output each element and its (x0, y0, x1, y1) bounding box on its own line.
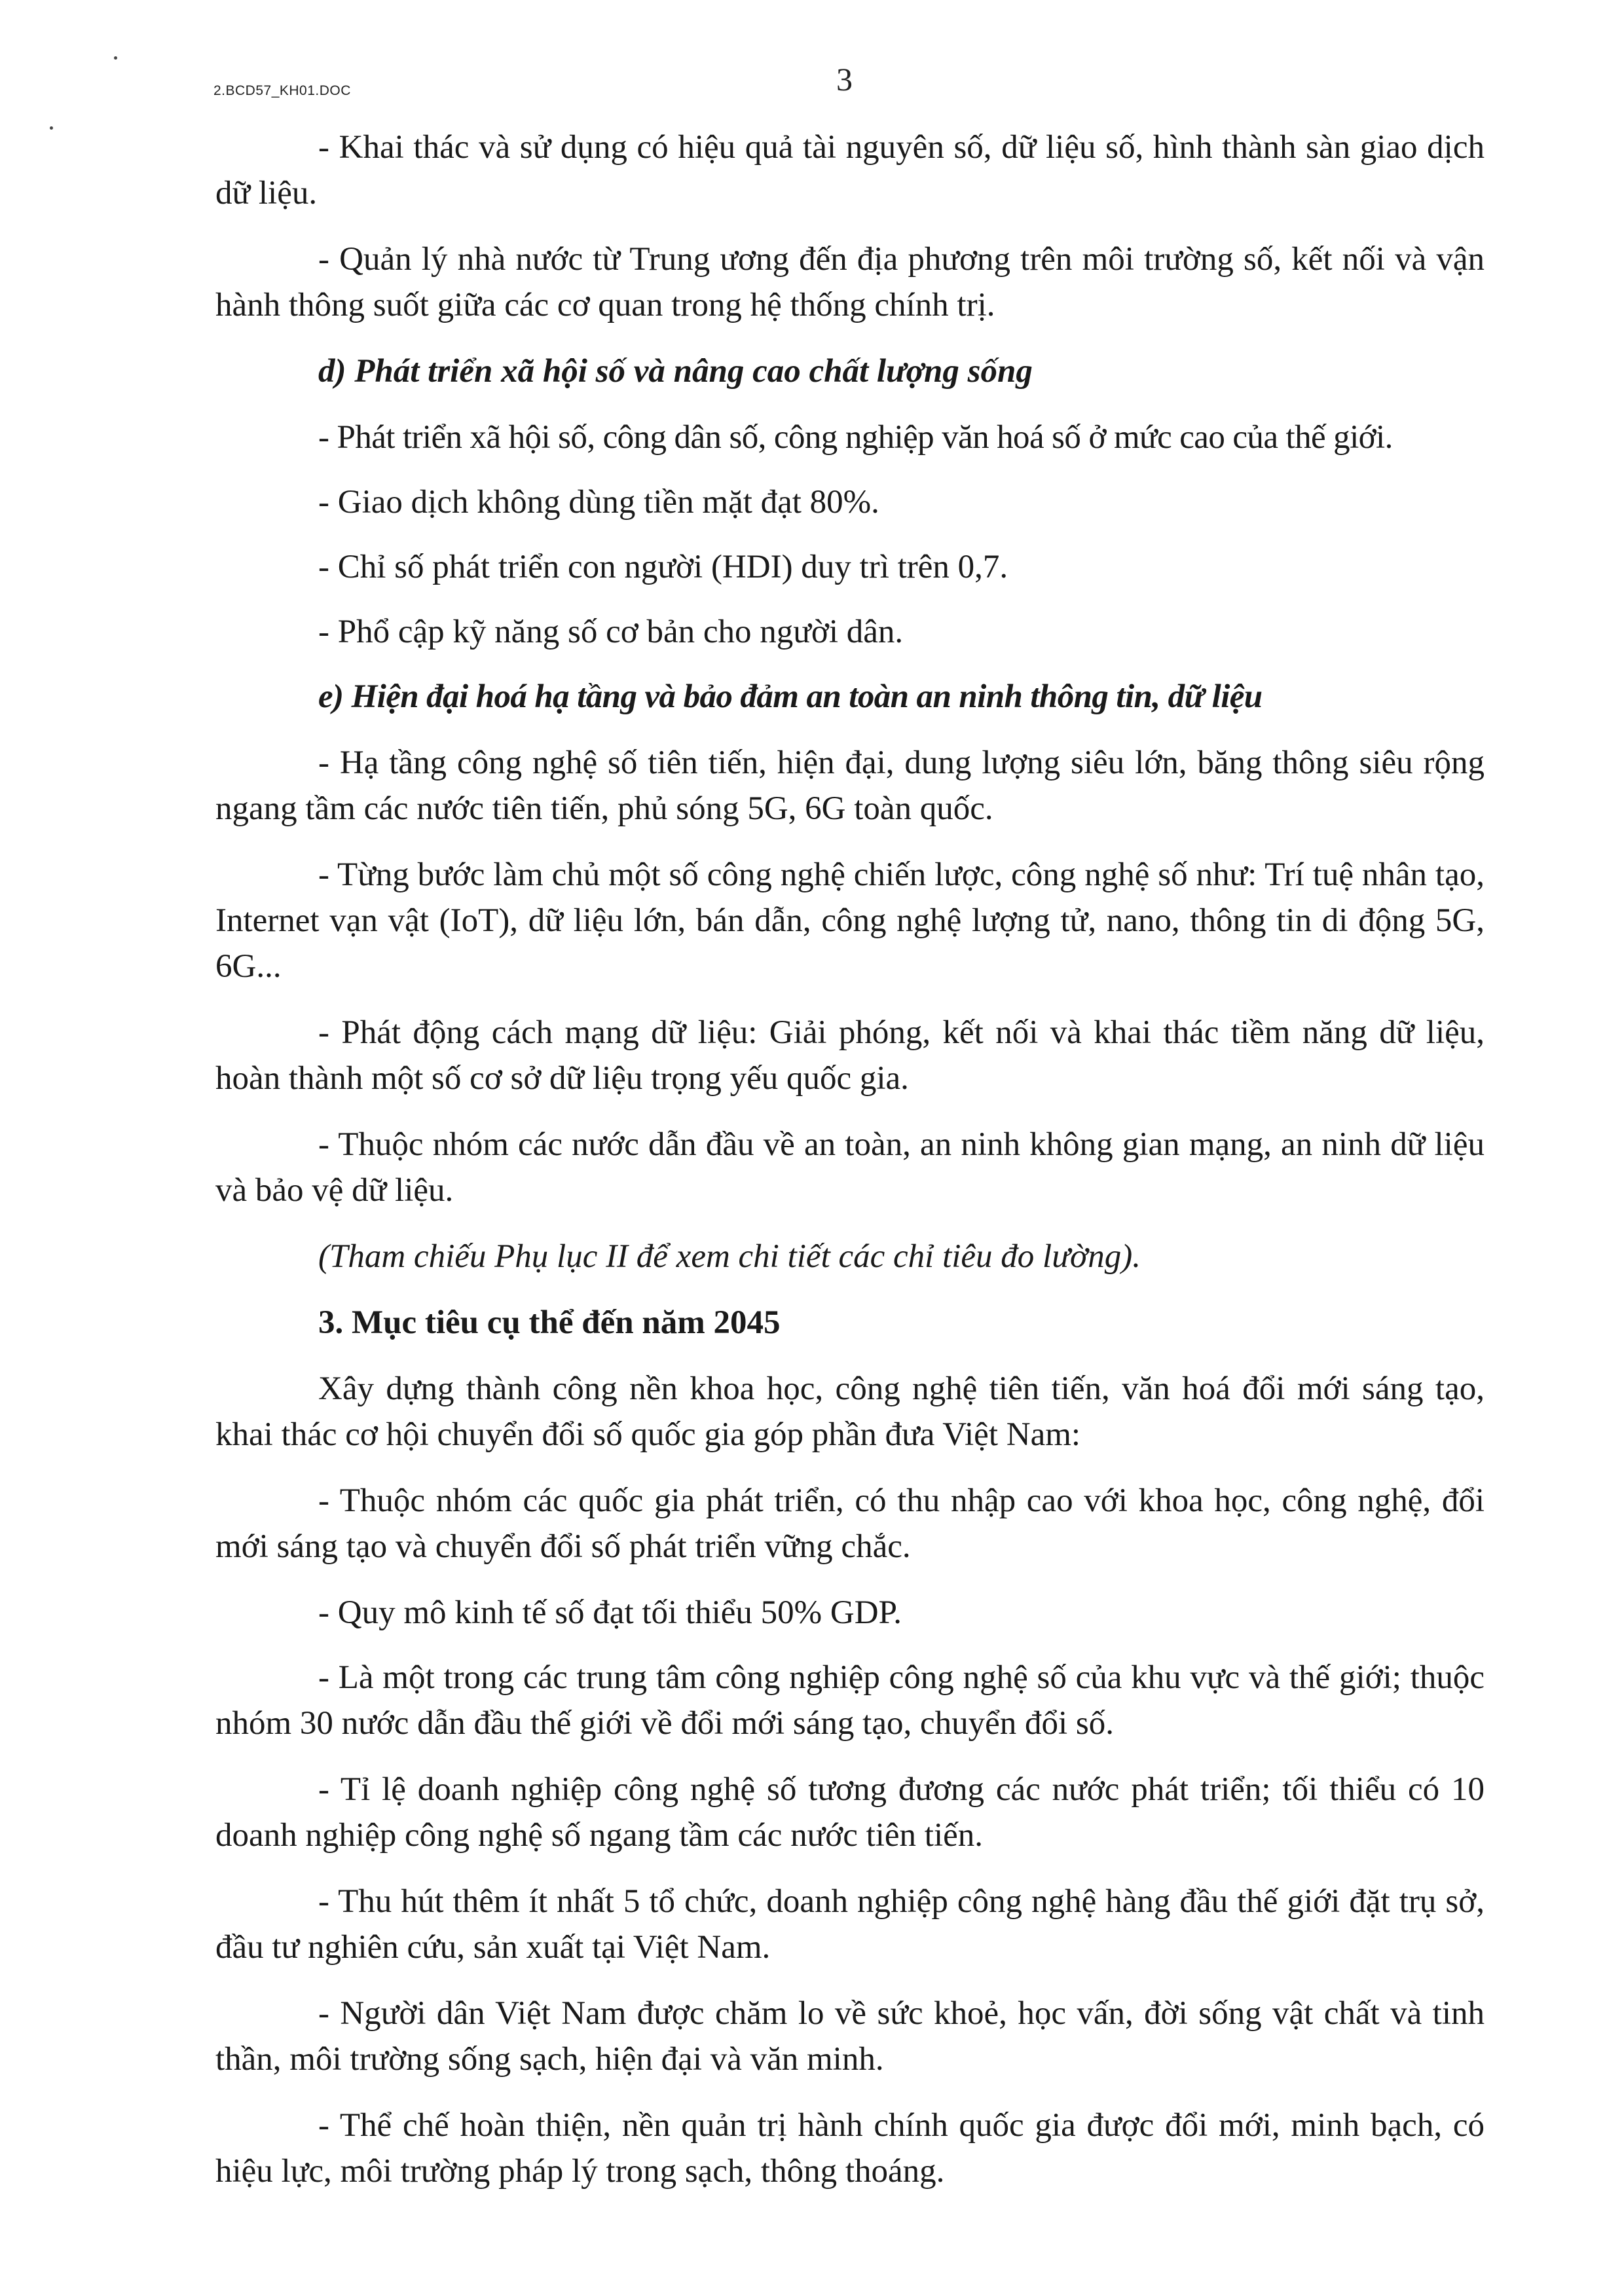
section-heading-3: 3. Mục tiêu cụ thể đến năm 2045 (318, 1304, 781, 1341)
section-heading-e: e) Hiện đại hoá hạ tầng và bảo đảm an toàn an ninh thông tin, dữ liệu (318, 678, 1263, 715)
paragraph: - Quản lý nhà nước từ Trung ương đến địa phương trên môi trường số, kết nối và vận hành thông suốt giữa các cơ quan trong hệ thống chính trị. (215, 241, 1485, 323)
paragraph: - Thuộc nhóm các quốc gia phát triển, có thu nhập cao với khoa học, công nghệ, đổi mới sáng tạo và chuyển đổi số phát triển vững chắc. (215, 1482, 1485, 1565)
paragraph: - Tỉ lệ doanh nghiệp công nghệ số tương đương các nước phát triển; tối thiểu có 10 doanh nghiệp công nghệ số ngang tầm các nước tiên tiến. (215, 1771, 1485, 1854)
paragraph: - Phát động cách mạng dữ liệu: Giải phóng, kết nối và khai thác tiềm năng dữ liệu, hoàn thành một số cơ sở dữ liệu trọng yếu quốc gia. (215, 1014, 1485, 1097)
paragraph: - Thu hút thêm ít nhất 5 tổ chức, doanh nghiệp công nghệ hàng đầu thế giới đặt trụ sở, đầu tư nghiên cứu, sản xuất tại Việt Nam. (215, 1883, 1485, 1966)
paragraph: - Thể chế hoàn thiện, nền quản trị hành chính quốc gia được đổi mới, minh bạch, có hiệu lực, môi trường pháp lý trong sạch, thông thoáng. (215, 2107, 1485, 2190)
section-heading-d: d) Phát triển xã hội số và nâng cao chất lượng sống (318, 353, 1033, 390)
paragraph: - Quy mô kinh tế số đạt tối thiểu 50% GDP. (318, 1594, 902, 1631)
paragraph: - Từng bước làm chủ một số công nghệ chiến lược, công nghệ số như: Trí tuệ nhân tạo, Internet vạn vật (IoT), dữ liệu lớn, bán dẫn, công nghệ lượng tử, nano, thông tin di động 5G, 6G... (215, 856, 1485, 985)
paragraph: - Người dân Việt Nam được chăm lo về sức khoẻ, học vấn, đời sống vật chất và tinh thần, môi trường sống sạch, hiện đại và văn minh. (215, 1995, 1485, 2078)
paragraph: - Phát triển xã hội số, công dân số, công nghiệp văn hoá số ở mức cao của thế giới. (318, 419, 1393, 456)
paragraph: - Hạ tầng công nghệ số tiên tiến, hiện đại, dung lượng siêu lớn, băng thông siêu rộng ngang tầm các nước tiên tiến, phủ sóng 5G, 6G toàn quốc. (215, 744, 1485, 827)
paragraph: - Giao dịch không dùng tiền mặt đạt 80%. (318, 484, 879, 521)
paragraph: Xây dựng thành công nền khoa học, công nghệ tiên tiến, văn hoá đổi mới sáng tạo, khai thác cơ hội chuyển đổi số quốc gia góp phần đưa Việt Nam: (215, 1370, 1485, 1453)
document-body (215, 124, 1485, 2214)
reference-note: (Tham chiếu Phụ lục II để xem chi tiết các chỉ tiêu đo lường). (318, 1238, 1141, 1275)
paragraph: - Là một trong các trung tâm công nghiệp công nghệ số của khu vực và thế giới; thuộc nhóm 30 nước dẫn đầu thế giới về đổi mới sáng tạo, chuyển đổi số. (215, 1659, 1485, 1742)
paragraph: - Thuộc nhóm các nước dẫn đầu về an toàn, an ninh không gian mạng, an ninh dữ liệu và bảo vệ dữ liệu. (215, 1126, 1485, 1209)
paragraph: - Chỉ số phát triển con người (HDI) duy trì trên 0,7. (318, 549, 1008, 585)
paragraph: - Phổ cập kỹ năng số cơ bản cho người dân. (318, 614, 904, 650)
page-number: 3 (836, 61, 853, 98)
file-code: 2.BCD57_KH01.DOC (213, 83, 351, 98)
scan-speck (114, 56, 117, 60)
scan-speck (50, 126, 53, 130)
paragraph: - Khai thác và sử dụng có hiệu quả tài nguyên số, dữ liệu số, hình thành sàn giao dịch dữ liệu. (215, 129, 1485, 211)
